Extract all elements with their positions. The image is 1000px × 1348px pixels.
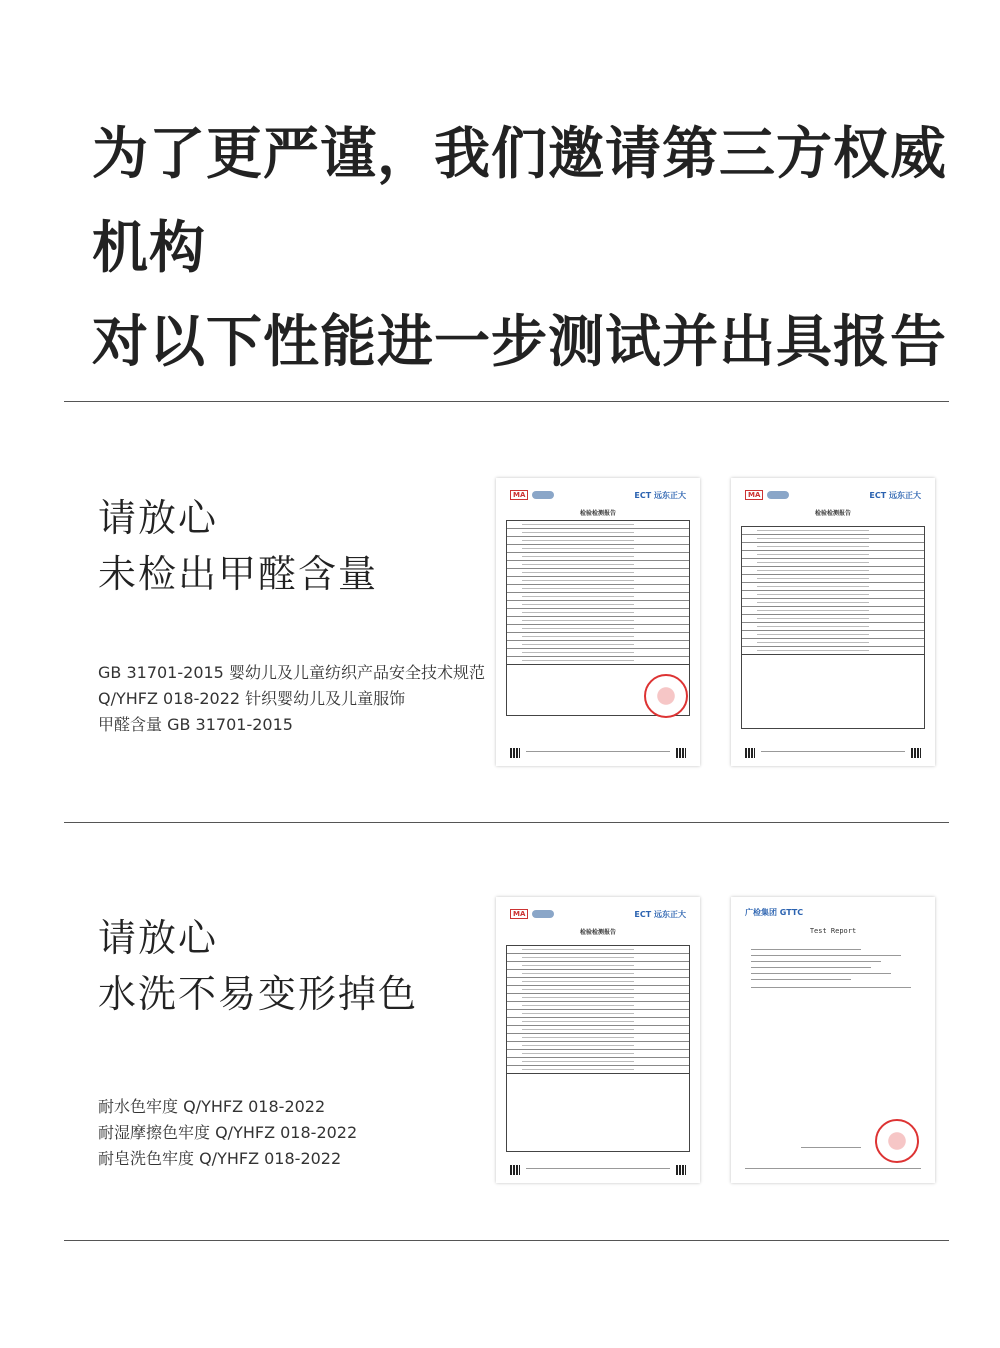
results-table-blank	[741, 648, 925, 729]
section1-spec-1: GB 31701-2015 婴幼儿及儿童纺织产品安全技术规范	[98, 663, 485, 682]
qr-code-icon	[510, 748, 520, 758]
results-table-blank	[506, 1067, 690, 1152]
qr-code-icon	[510, 1165, 520, 1175]
cnas-logo	[767, 491, 789, 499]
test-report-document	[731, 897, 935, 1183]
qr-code-icon	[745, 748, 755, 758]
results-table	[506, 945, 690, 1074]
report-document-3	[496, 897, 700, 1183]
report-document-2	[731, 478, 935, 766]
headline-line-2: 对以下性能进一步测试并出具报告	[92, 310, 947, 375]
section2-spec-2: 耐湿摩擦色牢度 Q/YHFZ 018-2022	[98, 1123, 358, 1142]
section2-title-line-1: 请放心	[98, 916, 219, 960]
divider-1	[64, 401, 949, 402]
report-title: 检验检测报告	[579, 929, 616, 936]
official-seal	[644, 674, 688, 718]
section2-spec-1: 耐水色牢度 Q/YHFZ 018-2022	[98, 1097, 326, 1116]
report-document-1	[496, 478, 700, 766]
section1-title-line-1: 请放心	[98, 496, 219, 540]
cnas-logo	[532, 491, 554, 499]
ma-logo: MA	[510, 909, 528, 919]
ect-logo: ECT 远东正大	[634, 491, 686, 500]
qr-code-icon	[676, 748, 686, 758]
official-seal	[875, 1119, 919, 1163]
section1-spec-3: 甲醛含量 GB 31701-2015	[98, 715, 293, 734]
divider-2	[64, 822, 949, 823]
qr-code-icon	[676, 1165, 686, 1175]
headline-line-1: 为了更严谨，我们邀请第三方权威机构	[92, 122, 947, 281]
section1-spec-2: Q/YHFZ 018-2022 针织婴幼儿及儿童服饰	[98, 689, 406, 708]
results-table	[741, 526, 925, 655]
headline	[92, 108, 952, 390]
gttc-logo: 广检集团 GTTC	[745, 908, 804, 917]
report-title: 检验检测报告	[814, 510, 851, 517]
qr-code-icon	[911, 748, 921, 758]
test-report-title: Test Report	[809, 927, 857, 935]
report-title: 检验检测报告	[579, 510, 616, 517]
cnas-logo	[532, 910, 554, 918]
divider-3	[64, 1240, 949, 1241]
report-table	[506, 520, 690, 665]
section2-spec-3: 耐皂洗色牢度 Q/YHFZ 018-2022	[98, 1149, 342, 1168]
ma-logo: MA	[745, 490, 763, 500]
section1-title-line-2: 未检出甲醛含量	[98, 552, 379, 596]
ect-logo: ECT 远东正大	[869, 491, 921, 500]
section2-title-line-2: 水洗不易变形掉色	[98, 972, 419, 1016]
ect-logo: ECT 远东正大	[634, 910, 686, 919]
ma-logo: MA	[510, 490, 528, 500]
